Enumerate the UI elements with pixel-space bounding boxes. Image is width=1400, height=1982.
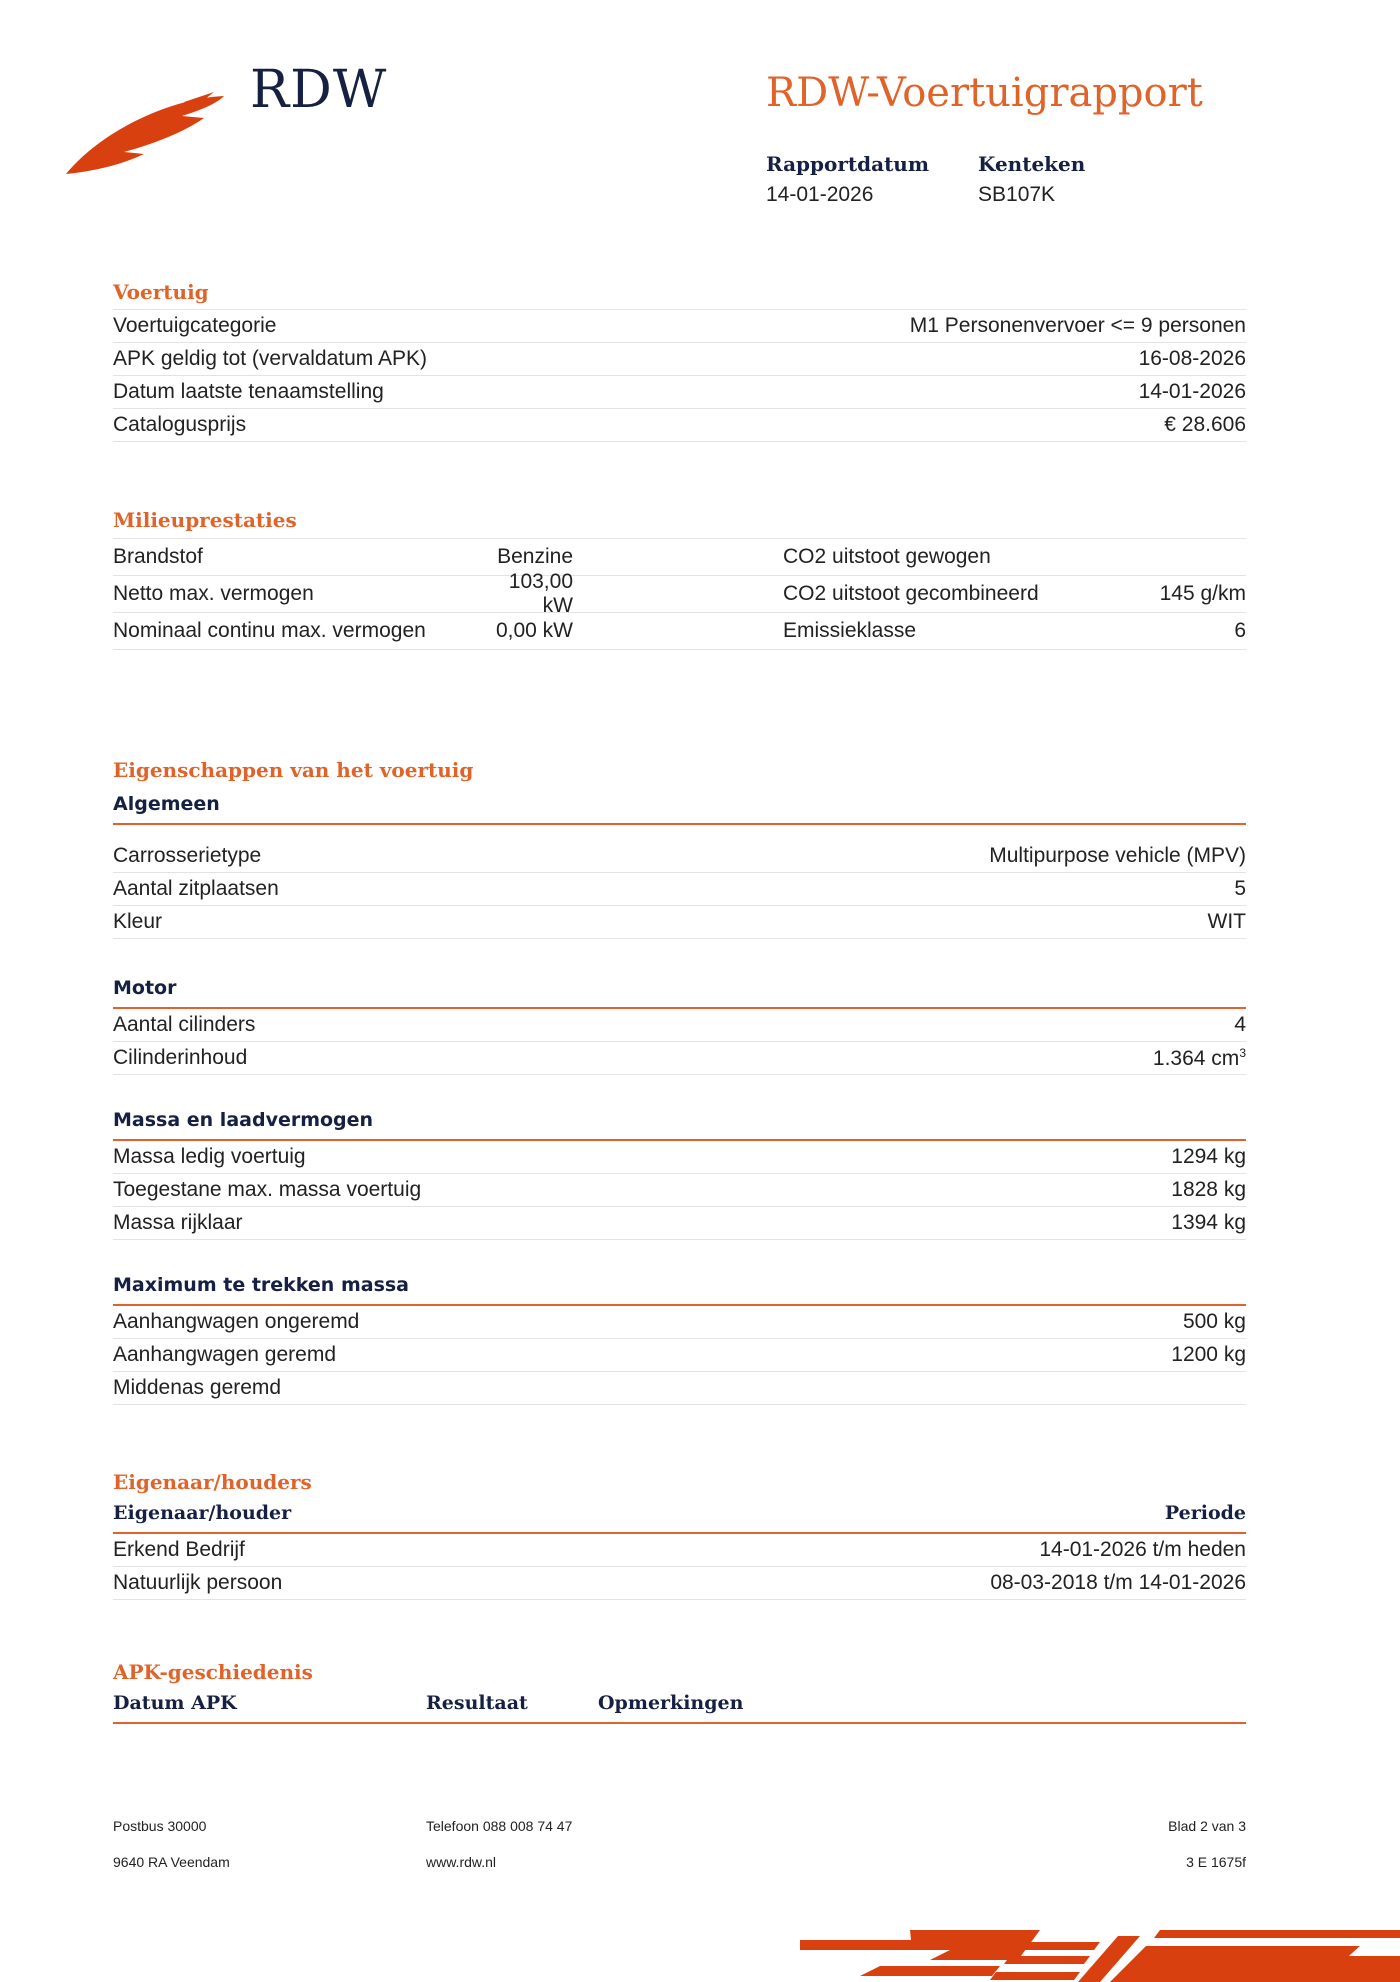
voertuig-table	[113, 309, 1246, 442]
table-row: Aanhangwagen ongeremd 500 kg	[113, 1306, 1246, 1339]
section-title-apk: APK-geschiedenis	[113, 1660, 313, 1684]
algemeen-table	[113, 840, 1246, 939]
massa-table	[113, 1141, 1246, 1240]
report-date-label: Rapportdatum	[766, 152, 930, 176]
subsection-massa: Massa en laadvermogen	[113, 1109, 1246, 1141]
apk-header	[113, 1688, 1246, 1724]
table-row: APK geldig tot (vervaldatum APK) 16-08-2026	[113, 343, 1246, 376]
section-title-milieu: Milieuprestaties	[113, 508, 297, 532]
logo-text: RDW	[250, 60, 388, 120]
table-row: Natuurlijk persoon 08-03-2018 t/m 14-01-2026	[113, 1567, 1246, 1600]
subsection-trekken: Maximum te trekken massa	[113, 1274, 1246, 1306]
table-row: Cilinderinhoud 1.364 $cm^3$	[113, 1042, 1246, 1075]
table-row: Brandstof Benzine CO2 uitstoot gewogen	[113, 539, 1246, 576]
footer-web-link[interactable]: www.rdw.nl	[426, 1854, 497, 1870]
table-row: Datum laatste tenaamstelling 14-01-2026	[113, 376, 1246, 409]
report-title: RDW-Voertuigrapport	[766, 70, 1203, 116]
column-header-date: Datum APK	[113, 1692, 237, 1714]
table-row: Toegestane max. massa voertuig 1828 kg	[113, 1174, 1246, 1207]
section-title-eigenschappen: Eigenschappen van het voertuig	[113, 758, 474, 782]
table-row: Aantal zitplaatsen 5	[113, 873, 1246, 906]
footer-address-1: Postbus 30000	[113, 1818, 207, 1834]
footer-phone: Telefoon 088 008 74 47	[426, 1818, 573, 1834]
table-row: Aantal cilinders 4	[113, 1009, 1246, 1042]
plate-label: Kenteken	[978, 152, 1086, 176]
table-row: Catalogusprijs € 28.606	[113, 409, 1246, 442]
table-row: Aanhangwagen geremd 1200 kg	[113, 1339, 1246, 1372]
trekken-table	[113, 1306, 1246, 1405]
table-row: Middenas geremd	[113, 1372, 1246, 1405]
table-row: Carrosserietype Multipurpose vehicle (MPV)	[113, 840, 1246, 873]
column-header-remarks: Opmerkingen	[598, 1692, 744, 1714]
report-date-value: 14-01-2026	[766, 183, 874, 206]
section-title-voertuig: Voertuig	[113, 280, 209, 304]
column-header-period: Periode	[1164, 1502, 1246, 1524]
footer-address-2: 9640 RA Veendam	[113, 1854, 230, 1870]
decorative-stripes-icon	[800, 1926, 1400, 1982]
subsection-motor: Motor	[113, 977, 1246, 1009]
subsection-algemeen: Algemeen	[113, 793, 1246, 825]
footer-code: 3 E 1675f	[1186, 1854, 1246, 1870]
milieu-table	[113, 538, 1246, 650]
table-row: Massa ledig voertuig 1294 kg	[113, 1141, 1246, 1174]
column-header-owner: Eigenaar/houder	[113, 1502, 292, 1524]
footer-page: Blad 2 van 3	[1168, 1818, 1246, 1834]
rdw-logo-icon	[64, 88, 234, 178]
table-row: Voertuigcategorie M1 Personenvervoer <= 9 personen	[113, 310, 1246, 343]
table-row: Massa rijklaar 1394 kg	[113, 1207, 1246, 1240]
table-row: Erkend Bedrijf 14-01-2026 t/m heden	[113, 1534, 1246, 1567]
section-title-eigenaar: Eigenaar/houders	[113, 1470, 312, 1494]
column-header-result: Resultaat	[426, 1692, 528, 1714]
table-row: Kleur WIT	[113, 906, 1246, 939]
eigenaar-header	[113, 1502, 1246, 1534]
table-row: Nominaal continu max. vermogen 0,00 kW Emissieklasse 6	[113, 613, 1246, 650]
plate-value: SB107K	[978, 183, 1056, 206]
table-row: Netto max. vermogen 103,00 kW CO2 uitstoot gecombineerd 145 g/km	[113, 570, 1246, 617]
eigenaar-table	[113, 1534, 1246, 1600]
motor-table	[113, 1009, 1246, 1075]
